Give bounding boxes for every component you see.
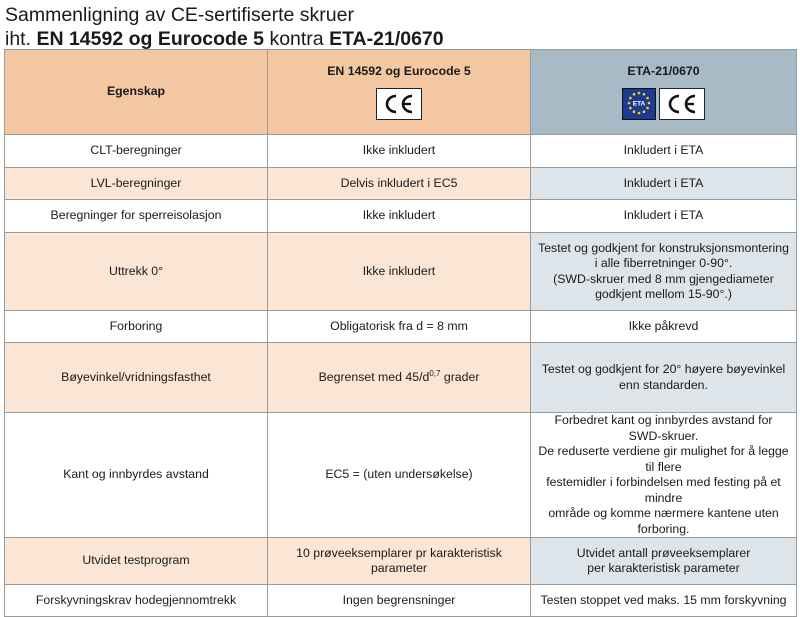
- row-a-suffix: grader: [440, 369, 480, 384]
- row-property: Forskyvningskrav hodegjennomtrekk: [5, 585, 268, 617]
- row-b-line: (SWD-skruer med 8 mm gjengediameter: [553, 271, 774, 286]
- row-value-b: [531, 343, 797, 413]
- row-value-b: [531, 538, 797, 585]
- row-property: LVL-beregninger: [5, 168, 268, 200]
- row-value-a: Delvis inkludert i EC5: [268, 168, 531, 200]
- table-row: [5, 233, 797, 311]
- row-value-b: [531, 135, 797, 168]
- eta-eu-flag-icon: [622, 88, 656, 120]
- title-prefix: iht.: [5, 28, 37, 50]
- row-b-line: Testet og godkjent for konstruksjonsmontering: [538, 240, 789, 255]
- row-b-line: Testen stoppet ved maks. 15 mm forskyvning: [540, 592, 787, 607]
- row-value-b: [531, 311, 797, 343]
- eu-stars-icon: [623, 89, 655, 119]
- row-b-line: Forbedret kant og innbyrdes avstand for SWD-skruer.: [554, 413, 773, 443]
- header-property: Egenskap: [5, 50, 268, 135]
- table-row: [5, 585, 797, 617]
- title-line-2: [5, 27, 795, 51]
- table-row: [5, 538, 797, 585]
- eta-logo-text: ETA: [632, 100, 646, 108]
- row-property: Kant og innbyrdes avstand: [5, 413, 268, 538]
- table-row: [5, 200, 797, 233]
- table-row: [5, 135, 797, 168]
- row-b-line: Utvidet antall prøveeksemplarer: [576, 545, 751, 560]
- row-b-line: Testet og godkjent for 20° høyere bøyevinkel: [541, 362, 786, 376]
- table-row: [5, 311, 797, 343]
- row-property: Utvidet testprogram: [5, 538, 268, 585]
- row-value-b: [531, 168, 797, 200]
- row-b-line: godkjent mellom 15-90°.): [595, 287, 732, 301]
- row-value-a: Ikke inkludert: [268, 200, 531, 233]
- row-b-line: per karakteristisk parameter: [587, 561, 740, 575]
- table-row: [5, 343, 797, 413]
- title-eta: ETA-21/0670: [329, 28, 444, 50]
- row-value-a: Obligatorisk fra d = 8 mm: [268, 311, 531, 343]
- row-value-a: [268, 343, 531, 413]
- row-b-line: Inkludert i ETA: [623, 208, 704, 223]
- row-b-line: Inkludert i ETA: [623, 143, 704, 158]
- row-b-line: område og komme nærmere kantene uten forboring.: [548, 506, 779, 536]
- table-row: [5, 168, 797, 200]
- header-col-a: [268, 50, 531, 135]
- title-standard: EN 14592 og Eurocode 5: [36, 28, 265, 50]
- row-value-b: [531, 233, 797, 311]
- row-value-a: 10 prøveeksemplarer pr karakteristisk parameter: [268, 538, 531, 585]
- row-a-prefix: Begrenset med 45/d: [318, 369, 430, 384]
- ce-mark-icon: [659, 88, 705, 120]
- row-property: Forboring: [5, 311, 268, 343]
- ce-mark-icon: [376, 88, 422, 120]
- row-value-a: Ingen begrensninger: [268, 585, 531, 617]
- header-col-b-label: ETA-21/0670: [627, 64, 700, 79]
- ce-mark-glyph-icon: [664, 92, 700, 116]
- document-title: [5, 4, 795, 51]
- header-row: [5, 50, 797, 135]
- header-col-a-label: EN 14592 og Eurocode 5: [327, 64, 471, 79]
- title-line-1: Sammenligning av CE-sertifiserte skruer: [5, 4, 354, 26]
- row-property: Bøyevinkel/vridningsfasthet: [5, 343, 268, 413]
- ce-mark-glyph-icon: [381, 92, 417, 116]
- comparison-table: [4, 49, 797, 617]
- row-property: Uttrekk 0°: [5, 233, 268, 311]
- table-row: [5, 413, 797, 538]
- row-property: CLT-beregninger: [5, 135, 268, 168]
- row-b-line: festemidler i forbindelsen med festing på et mindre: [546, 475, 781, 505]
- row-b-line: Inkludert i ETA: [623, 175, 704, 190]
- row-value-a: Ikke inkludert: [268, 233, 531, 311]
- row-value-a: EC5 = (uten undersøkelse): [268, 413, 531, 538]
- row-b-line: enn standarden.: [619, 377, 708, 392]
- row-value-b: [531, 200, 797, 233]
- row-b-line: De reduserte verdiene gir mulighet for å legge til flere: [538, 444, 789, 474]
- row-a-exponent: 0,7: [429, 368, 441, 378]
- row-property: Beregninger for sperreisolasjon: [5, 200, 268, 233]
- row-b-line: i alle fiberretninger 0-90°.: [594, 256, 733, 270]
- row-value-a: Ikke inkludert: [268, 135, 531, 168]
- title-mid: kontra: [264, 28, 330, 50]
- header-col-b: [531, 50, 797, 135]
- row-b-line: Ikke påkrevd: [628, 318, 699, 333]
- row-value-b: [531, 413, 797, 538]
- row-value-b: [531, 585, 797, 617]
